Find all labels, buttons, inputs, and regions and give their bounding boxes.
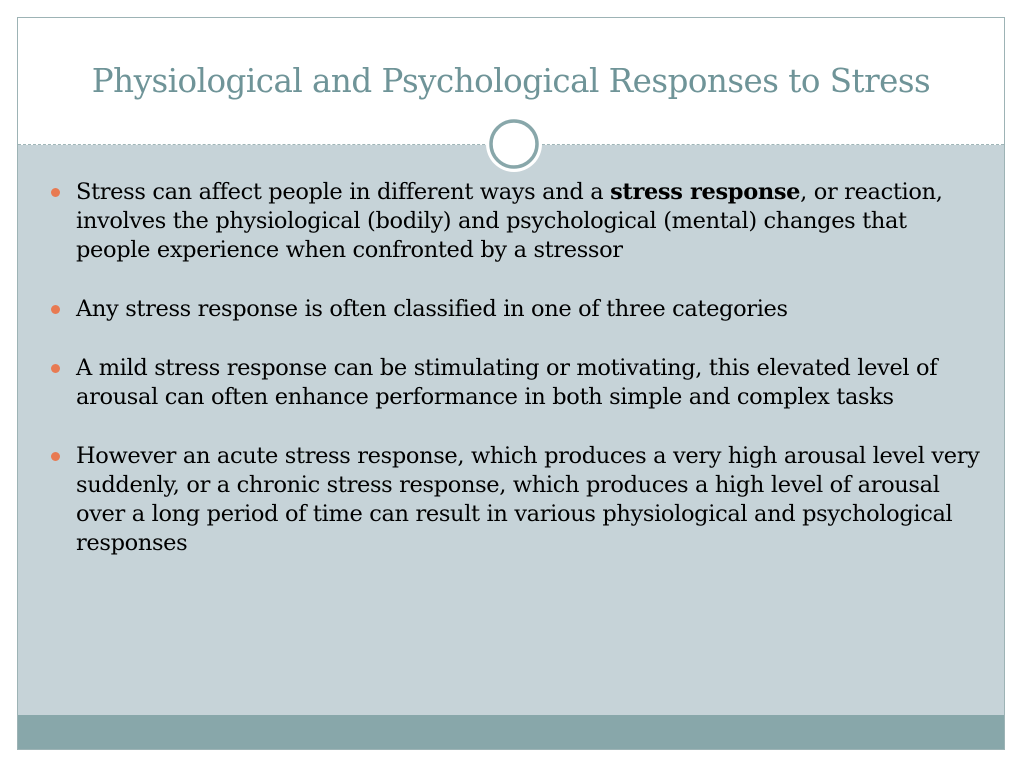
bullet-item <box>50 442 980 558</box>
bullet-list <box>50 178 980 588</box>
bullet-text: However an acute stress response, which produces a very high arousal level very suddenly, or a chronic stress response, which produces a high level of arousal over a long period of time can result in various physiological and psychological responses <box>76 443 980 556</box>
bullet-text-part: Stress can affect people in different ways and a <box>76 179 611 205</box>
bullet-text-part: , or reaction, involves the physiological (bodily) and psychological (mental) changes that people experience when confronted by a stressor <box>76 179 943 263</box>
slide <box>17 17 1005 750</box>
slide-title: Physiological and Psychological Responses to Stress <box>91 62 931 100</box>
bullet-item <box>50 295 980 324</box>
circle-bullet-icon <box>51 305 60 314</box>
circle-bullet-icon <box>51 364 60 373</box>
circle-bullet-icon <box>51 452 60 461</box>
circle-bullet-icon <box>51 188 60 197</box>
bullet-text: Any stress response is often classified in one of three categories <box>76 296 788 322</box>
stress-response-term: stress response <box>610 179 801 205</box>
bullet-item <box>50 354 980 412</box>
circle-ring-icon <box>485 115 543 173</box>
bullet-text: A mild stress response can be stimulating or motivating, this elevated level of arousal can often enhance performance in both simple and complex tasks <box>76 355 938 410</box>
footer-band <box>18 715 1004 749</box>
bullet-text <box>76 179 943 263</box>
bullet-item <box>50 178 980 265</box>
